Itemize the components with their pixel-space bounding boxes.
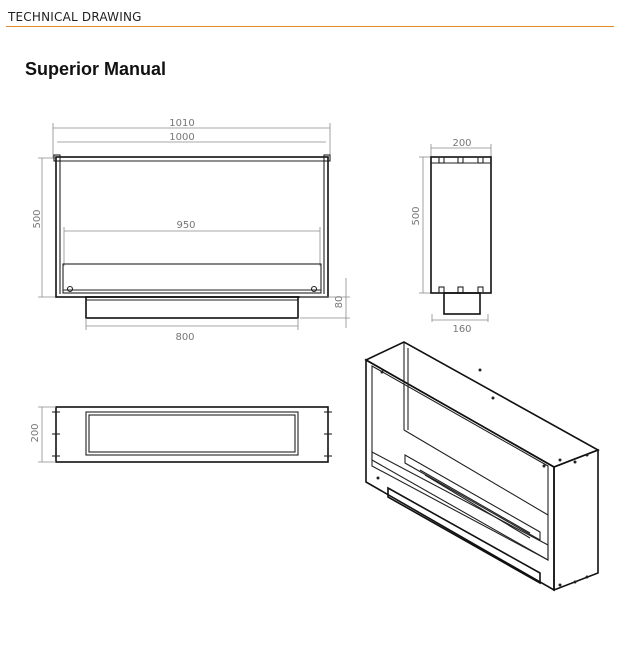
dim-inner-width: 1000 <box>169 132 195 143</box>
dim-burner-length: 950 <box>176 220 196 231</box>
dim-side-height: 500 <box>411 206 422 226</box>
dim-overall-width: 1010 <box>169 118 195 129</box>
dim-top-depth: 200 <box>30 423 41 443</box>
side-view <box>411 138 491 335</box>
section-label: TECHNICAL DRAWING <box>8 10 142 24</box>
top-view <box>30 407 332 462</box>
dim-base-height: 80 <box>334 295 345 309</box>
dim-side-depth: 200 <box>452 138 472 149</box>
isometric-view <box>366 342 598 590</box>
page-title: Superior Manual <box>25 59 167 79</box>
dim-base-width: 800 <box>175 332 195 343</box>
dim-side-base-depth: 160 <box>452 324 472 335</box>
dim-front-height: 500 <box>32 209 43 229</box>
front-view <box>32 118 350 343</box>
